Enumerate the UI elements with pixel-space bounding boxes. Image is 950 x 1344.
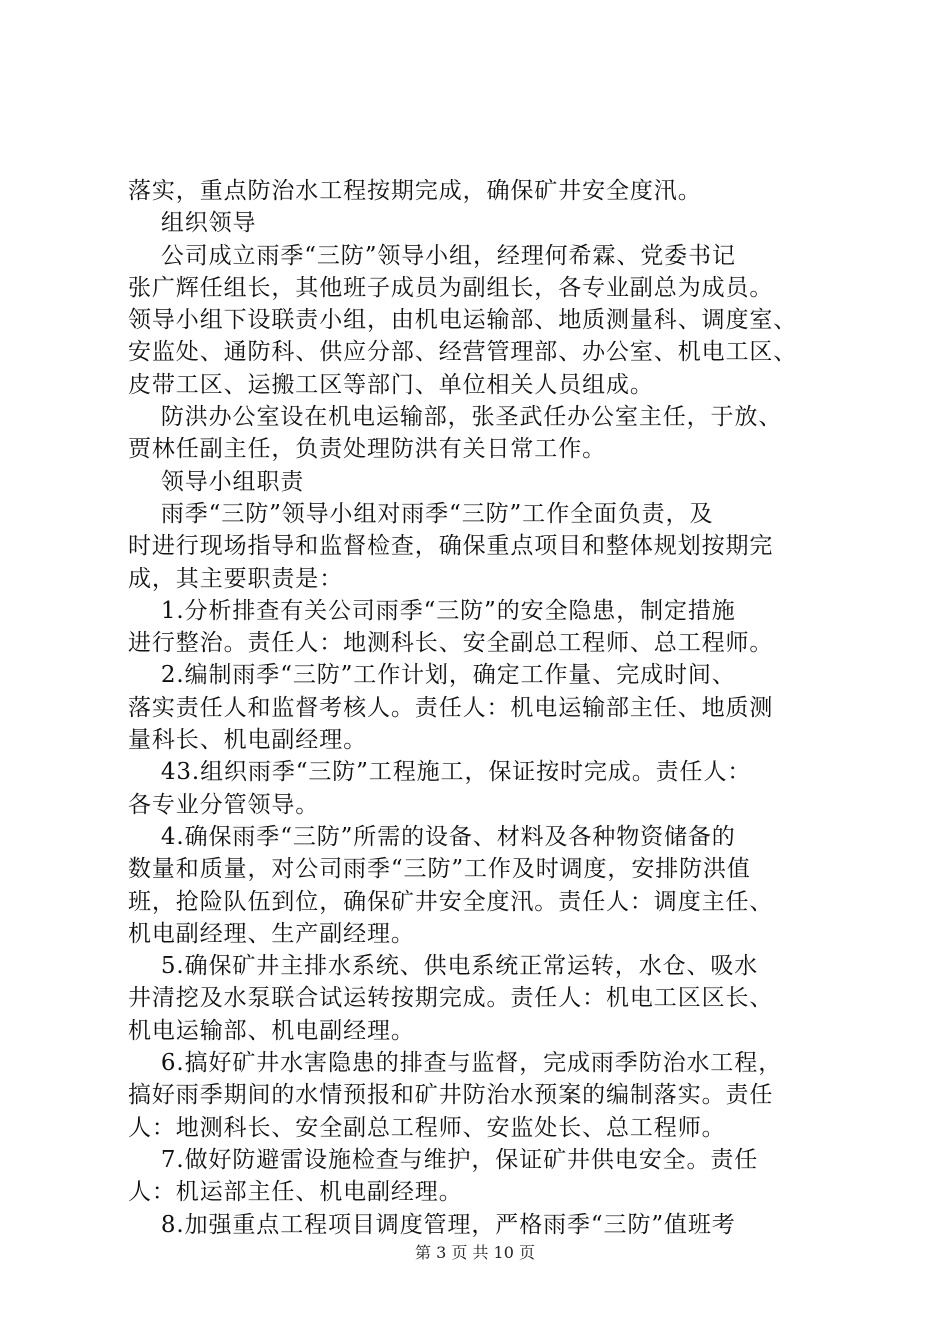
list-item-line: 机电运输部、机电副经理。 xyxy=(128,1017,415,1044)
text-line: 成，其主要职责是： xyxy=(128,565,344,592)
list-item-line: 2.编制雨季“三防”工作计划，确定工作量、完成时间、 xyxy=(128,662,736,689)
list-item-line: 8.加强重点工程项目调度管理，严格雨季“三防”值班考 xyxy=(128,1211,736,1238)
list-item-line: 人：机运部主任、机电副经理。 xyxy=(128,1179,463,1206)
text-line: 公司成立雨季“三防”领导小组，经理何希霖、党委书记 xyxy=(128,242,736,269)
list-item-line: 7.做好防避雷设施检查与维护，保证矿井供电安全。责任 xyxy=(128,1146,759,1173)
list-item-line: 人：地测科长、安全副总工程师、安监处长、总工程师。 xyxy=(128,1114,726,1141)
document-body xyxy=(128,175,858,1241)
list-item-line: 4.确保雨季“三防”所需的设备、材料及各种物资储备的 xyxy=(128,823,736,850)
text-line: 安监处、通防科、供应分部、经营管理部、办公室、机电工区、 xyxy=(128,339,798,366)
list-item-line: 1.分析排查有关公司雨季“三防”的安全隐患，制定措施 xyxy=(128,597,736,624)
list-item-line: 各专业分管领导。 xyxy=(128,791,320,818)
text-line: 贾林任副主任，负责处理防洪有关日常工作。 xyxy=(128,436,606,463)
list-item-line: 搞好雨季期间的水情预报和矿井防治水预案的编制落实。责任 xyxy=(128,1082,774,1109)
section-heading: 领导小组职责 xyxy=(128,468,305,495)
list-item-line: 落实责任人和监督考核人。责任人：机电运输部主任、地质测 xyxy=(128,694,774,721)
text-line: 领导小组下设联责小组，由机电运输部、地质测量科、调度室、 xyxy=(128,307,798,334)
list-item-line: 6.搞好矿井水害隐患的排查与监督，完成雨季防治水工程， xyxy=(128,1050,783,1077)
list-item-line: 43.组织雨季“三防”工程施工，保证按时完成。责任人： xyxy=(128,759,752,786)
list-item-line: 班，抢险队伍到位，确保矿井安全度汛。责任人：调度主任、 xyxy=(128,888,774,915)
text-line: 张广辉任组长，其他班子成员为副组长，各专业副总为成员。 xyxy=(128,274,774,301)
text-line: 时进行现场指导和监督检查，确保重点项目和整体规划按期完 xyxy=(128,533,774,560)
text-line: 皮带工区、运搬工区等部门、单位相关人员组成。 xyxy=(128,371,654,398)
list-item-line: 数量和质量，对公司雨季“三防”工作及时调度，安排防洪值 xyxy=(128,856,751,883)
list-item-line: 进行整治。责任人：地测科长、安全副总工程师、总工程师。 xyxy=(128,630,774,657)
text-line: 落实，重点防治水工程按期完成，确保矿井安全度汛。 xyxy=(128,178,702,204)
list-item-line: 量科长、机电副经理。 xyxy=(128,727,367,754)
page-number-footer: 第 3 页 共 10 页 xyxy=(415,1243,535,1262)
list-item-line: 机电副经理、生产副经理。 xyxy=(128,920,415,947)
text-line: 雨季“三防”领导小组对雨季“三防”工作全面负责，及 xyxy=(128,500,714,527)
list-item-line: 井清挖及水泵联合试运转按期完成。责任人：机电工区区长、 xyxy=(128,985,774,1012)
section-heading: 组织领导 xyxy=(128,210,257,237)
text-line: 防洪办公室设在机电运输部，张圣武任办公室主任，于放、 xyxy=(128,404,783,431)
list-item-line: 5.确保矿井主排水系统、供电系统正常运转，水仓、吸水 xyxy=(128,953,759,980)
